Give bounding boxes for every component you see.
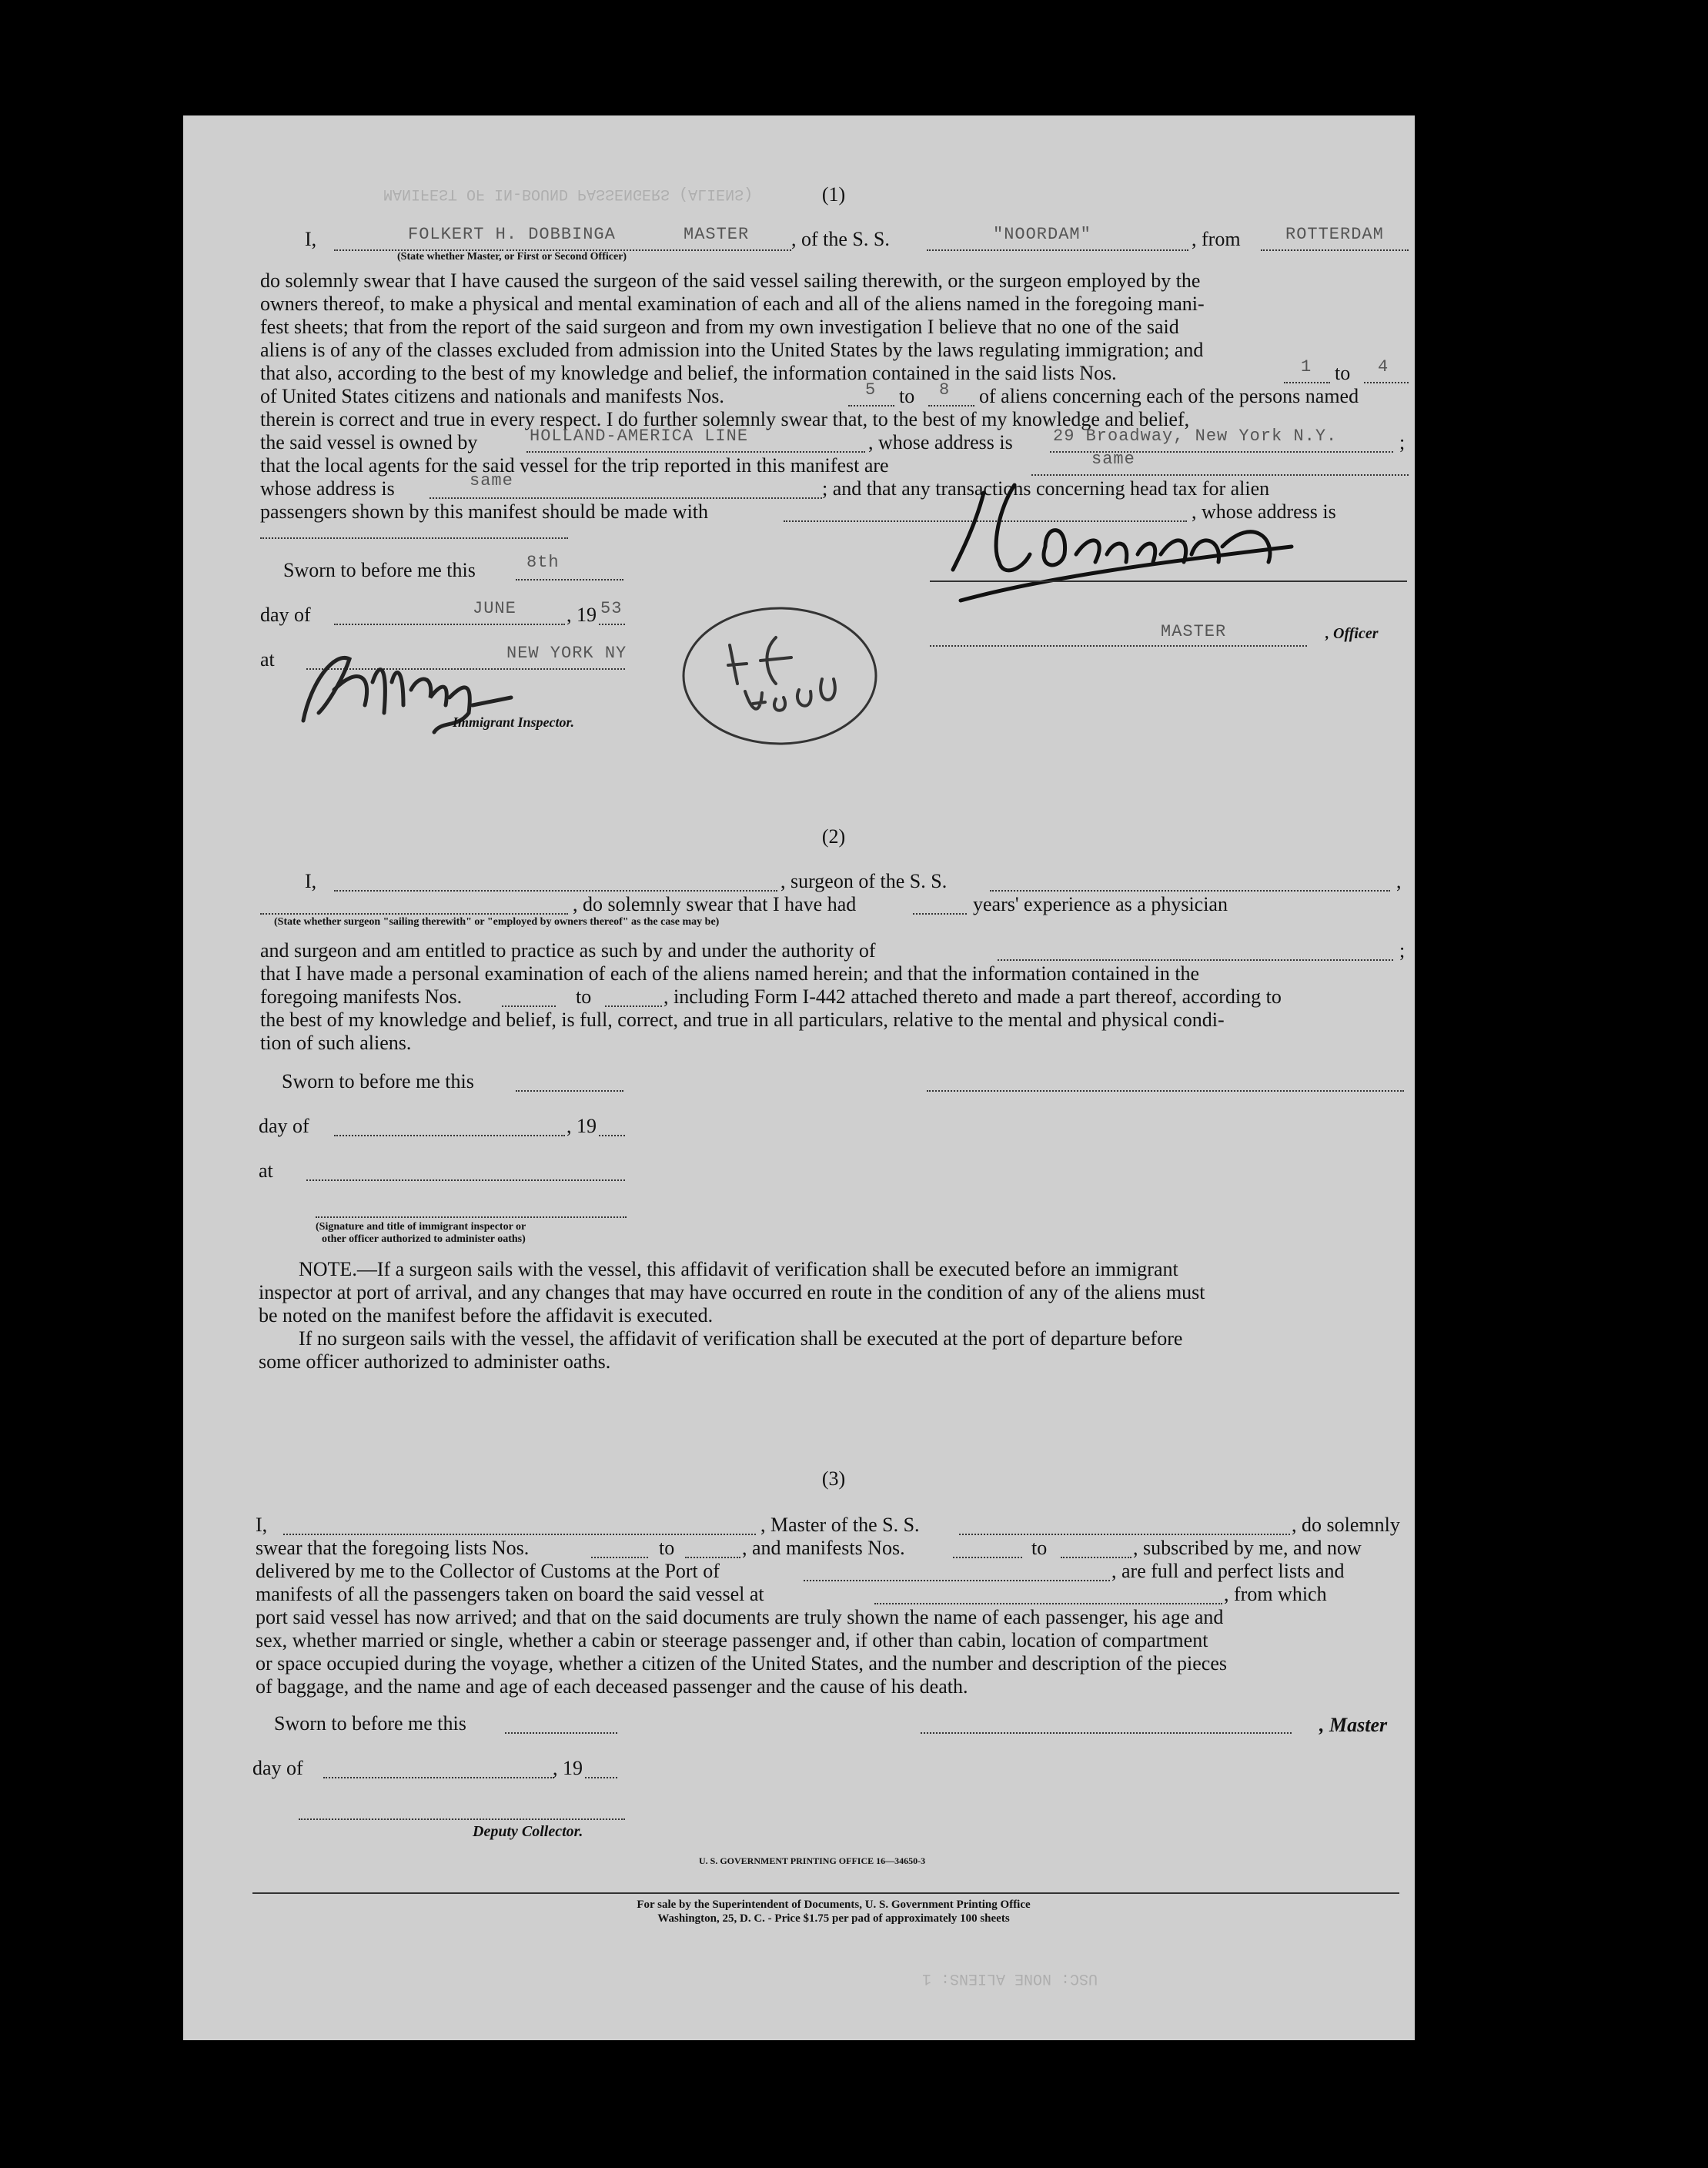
master-label: , Master [1319, 1714, 1388, 1736]
note-line: NOTE.—If a surgeon sails with the vessel, this affidavit of verification shall be executed before an immigrant [299, 1258, 1178, 1280]
paragraph-line: therein is correct and true in every respect. I do further solemnly swear that, to the best of my knowledge and belief, [260, 408, 1190, 430]
text: day of [259, 1115, 309, 1137]
footer-rule [252, 1892, 1399, 1894]
fill-line [927, 1090, 1404, 1092]
fill-line [502, 1005, 556, 1007]
text: delivered by me to the Collector of Customs at the Port of [256, 1560, 720, 1582]
text: ; [1399, 431, 1406, 453]
sworn-year: 53 [600, 599, 623, 618]
manifests-from: 5 [865, 380, 877, 400]
text: manifests of all the passengers taken on board the said vessel at [256, 1583, 764, 1605]
fill-line [516, 579, 623, 580]
fill-line [260, 913, 568, 915]
text: , [1396, 870, 1402, 892]
vessel-owner: HOLLAND-AMERICA LINE [530, 427, 749, 446]
fill-line [283, 1534, 756, 1535]
fill-line [959, 1534, 1290, 1535]
fill-line [1031, 474, 1409, 476]
text: at [259, 1159, 273, 1182]
paragraph-line: aliens is of any of the classes excluded from admission into the United States by the laws regulating immigration; and [260, 339, 1204, 361]
fill-line [1061, 1557, 1131, 1558]
paragraph-line: owners thereof, to make a physical and mental examination of each and all of the aliens named in the foregoing mani- [260, 293, 1205, 315]
text: swear that the foregoing lists Nos. [256, 1537, 530, 1559]
fill-line [874, 1603, 1222, 1604]
master-title: MASTER [684, 225, 750, 244]
fill-line [848, 405, 894, 406]
text: and surgeon and am entitled to practice as such by and under the authority of [260, 939, 876, 962]
local-agents: same [1091, 450, 1135, 469]
text: to [659, 1537, 675, 1559]
master-name: FOLKERT H. DOBBINGA [408, 225, 616, 244]
text: years' experience as a physician [973, 893, 1228, 915]
field-note: (State whether surgeon "sailing therewith" or "employed by owners thereof" as the case may be) [274, 916, 720, 928]
master-signature [930, 477, 1299, 616]
punch-hole [1455, 302, 1492, 339]
paragraph-line: tion of such aliens. [260, 1032, 412, 1054]
text: to [1031, 1537, 1048, 1559]
fill-line [913, 913, 967, 915]
master-signature-title: MASTER [1161, 622, 1227, 641]
fill-line [685, 1557, 740, 1558]
punch-hole [1455, 787, 1492, 824]
paragraph-line: fest sheets; that from the report of the said surgeon and from my own investigation I believe that no one of the said [260, 316, 1179, 338]
text: Sworn to before me this [283, 559, 476, 581]
text: the said vessel is owned by [260, 431, 478, 453]
ship-name: "NOORDAM" [993, 225, 1091, 244]
printing-office-line: U. S. GOVERNMENT PRINTING OFFICE 16—34650-3 [699, 1855, 926, 1866]
fill-line [299, 1818, 625, 1820]
text: of United States citizens and nationals and manifests Nos. [260, 385, 724, 407]
text: , of the S. S. [791, 228, 890, 250]
fill-line [599, 1135, 625, 1136]
text: , do solemnly [1292, 1514, 1400, 1536]
section-3-heading: (3) [821, 1467, 846, 1490]
text: whose address is [260, 477, 395, 500]
lists-to: 4 [1378, 357, 1389, 376]
fill-line [1364, 382, 1409, 383]
lists-from: 1 [1301, 357, 1312, 376]
fill-line [585, 1777, 617, 1778]
text: , including Form I-442 attached thereto and made a part thereof, according to [663, 985, 1282, 1008]
fill-line [334, 890, 777, 892]
text: to [576, 985, 592, 1008]
text: , from which [1224, 1583, 1327, 1605]
punch-hole [1455, 661, 1492, 698]
text: passengers shown by this manifest should be made with [260, 500, 709, 523]
section-2-heading: (2) [821, 825, 846, 848]
text: I, [305, 228, 317, 250]
fill-line [591, 1557, 648, 1558]
text: , Master of the S. S. [760, 1514, 920, 1536]
text: ; and that any transactions concerning head tax for alien [822, 477, 1270, 500]
fill-line [316, 1216, 627, 1218]
fill-line [930, 645, 1307, 647]
paragraph-line: that I have made a personal examination of each of the aliens named herein; and that the information contained in the [260, 962, 1200, 985]
fill-line [260, 537, 568, 539]
text: ; [1399, 939, 1406, 962]
fill-line [1284, 382, 1330, 383]
fill-line [526, 451, 865, 453]
text: I, [305, 870, 317, 892]
paragraph-line: of baggage, and the name and age of each deceased passenger and the cause of his death. [256, 1675, 968, 1698]
fill-line [928, 405, 974, 406]
sworn-place: NEW YORK NY [506, 644, 627, 663]
officer-label: , Officer [1325, 625, 1379, 642]
text: , subscribed by me, and now [1133, 1537, 1362, 1559]
text: I, [256, 1514, 268, 1536]
text: , from [1192, 228, 1241, 250]
punch-hole [1455, 1934, 1492, 1971]
fill-line [605, 1005, 662, 1007]
paragraph-line: the best of my knowledge and belief, is full, correct, and true in all particulars, relative to the mental and physical condi- [260, 1009, 1225, 1031]
text: that also, according to the best of my knowledge and belief, the information contained in the said lists Nos. [260, 362, 1117, 384]
text: Sworn to before me this [282, 1070, 474, 1092]
fill-line [306, 1179, 625, 1181]
text: , do solemnly swear that I have had [573, 893, 857, 915]
text: , whose address is [868, 431, 1013, 453]
note-line: inspector at port of arrival, and any changes that may have occurred en route in the condition of any of the aliens must [259, 1281, 1205, 1303]
fill-line [921, 1732, 1292, 1734]
manifest-page [183, 115, 1415, 2040]
deputy-collector-label: Deputy Collector. [473, 1823, 583, 1840]
note-line: be noted on the manifest before the affidavit is executed. [259, 1304, 714, 1327]
paragraph-line: or space occupied during the voyage, whether a citizen of the United States, and the number and description of the pieces [256, 1652, 1228, 1675]
punch-hole [1455, 557, 1492, 594]
text: , 19 [567, 604, 597, 626]
text: that the local agents for the said vessel for the trip reported in this manifest are [260, 454, 889, 477]
text: Sworn to before me this [274, 1712, 466, 1735]
sworn-day: 8th [526, 553, 560, 572]
agents-address: same [470, 471, 513, 490]
paragraph-line: sex, whether married or single, whether a cabin or steerage passenger and, if other than cabin, location of compartment [256, 1629, 1208, 1651]
signature-note: other officer authorized to administer oaths) [322, 1233, 526, 1245]
stamp-text: 5 St Hobo [676, 599, 680, 600]
bleed-through-text: MANIFEST OF IN-BOUND PASSENGERS (ALIENS) [383, 185, 754, 202]
fill-line [430, 497, 822, 499]
inspector-label: Immigrant Inspector. [453, 714, 575, 730]
fill-line [990, 890, 1390, 892]
fill-line [804, 1580, 1110, 1581]
fill-line [505, 1732, 617, 1734]
paragraph-line: do solemnly swear that I have caused the surgeon of the said vessel sailing therewith, or the surgeon employed by the [260, 269, 1201, 292]
manifests-to: 8 [939, 380, 951, 400]
note-line: If no surgeon sails with the vessel, the affidavit of verification shall be executed at the port of departure before [299, 1327, 1183, 1350]
field-note: (State whether Master, or First or Second Officer) [397, 251, 627, 263]
fill-line [953, 1557, 1022, 1558]
owner-address: 29 Broadway, New York N.Y. [1053, 427, 1338, 446]
bleed-through-text: USC: NONE ALIENS: 1 [922, 1969, 1098, 1987]
text: to [899, 385, 915, 407]
fill-line [927, 249, 1188, 251]
fill-line [998, 959, 1393, 961]
footer-line: For sale by the Superintendent of Documents, U. S. Government Printing Office [637, 1899, 1031, 1911]
text: day of [260, 604, 311, 626]
text: at [260, 648, 275, 671]
note-line: some officer authorized to administer oaths. [259, 1350, 611, 1373]
master-signature-line [930, 580, 1407, 582]
text: , surgeon of the S. S. [780, 870, 948, 892]
fill-line [1261, 249, 1409, 251]
inspector-stamp [676, 599, 884, 753]
from-port: ROTTERDAM [1285, 225, 1384, 244]
punch-hole [1455, 2012, 1492, 2049]
fill-line [334, 624, 565, 625]
text: foregoing manifests Nos. [260, 985, 463, 1008]
signature-note: (Signature and title of immigrant inspector or [316, 1221, 526, 1233]
text: , whose address is [1192, 500, 1336, 523]
fill-line [334, 1135, 565, 1136]
text: , and manifests Nos. [742, 1537, 905, 1559]
paragraph-line: port said vessel has now arrived; and that on the said documents are truly shown the name of each passenger, his age and [256, 1606, 1224, 1628]
fill-line [599, 624, 625, 625]
text: to [1335, 362, 1351, 384]
text: of aliens concerning each of the persons named [979, 385, 1359, 407]
section-1-heading: (1) [821, 183, 846, 206]
punch-hole [1455, 1649, 1492, 1686]
footer-line: Washington, 25, D. C. - Price $1.75 per pad of approximately 100 sheets [657, 1912, 1010, 1925]
text: , 19 [567, 1115, 597, 1137]
fill-line [516, 1090, 623, 1092]
text: day of [252, 1757, 303, 1779]
text: , are full and perfect lists and [1111, 1560, 1345, 1582]
fill-line [323, 1777, 554, 1778]
sworn-month: JUNE [473, 599, 516, 618]
text: , 19 [553, 1757, 583, 1779]
